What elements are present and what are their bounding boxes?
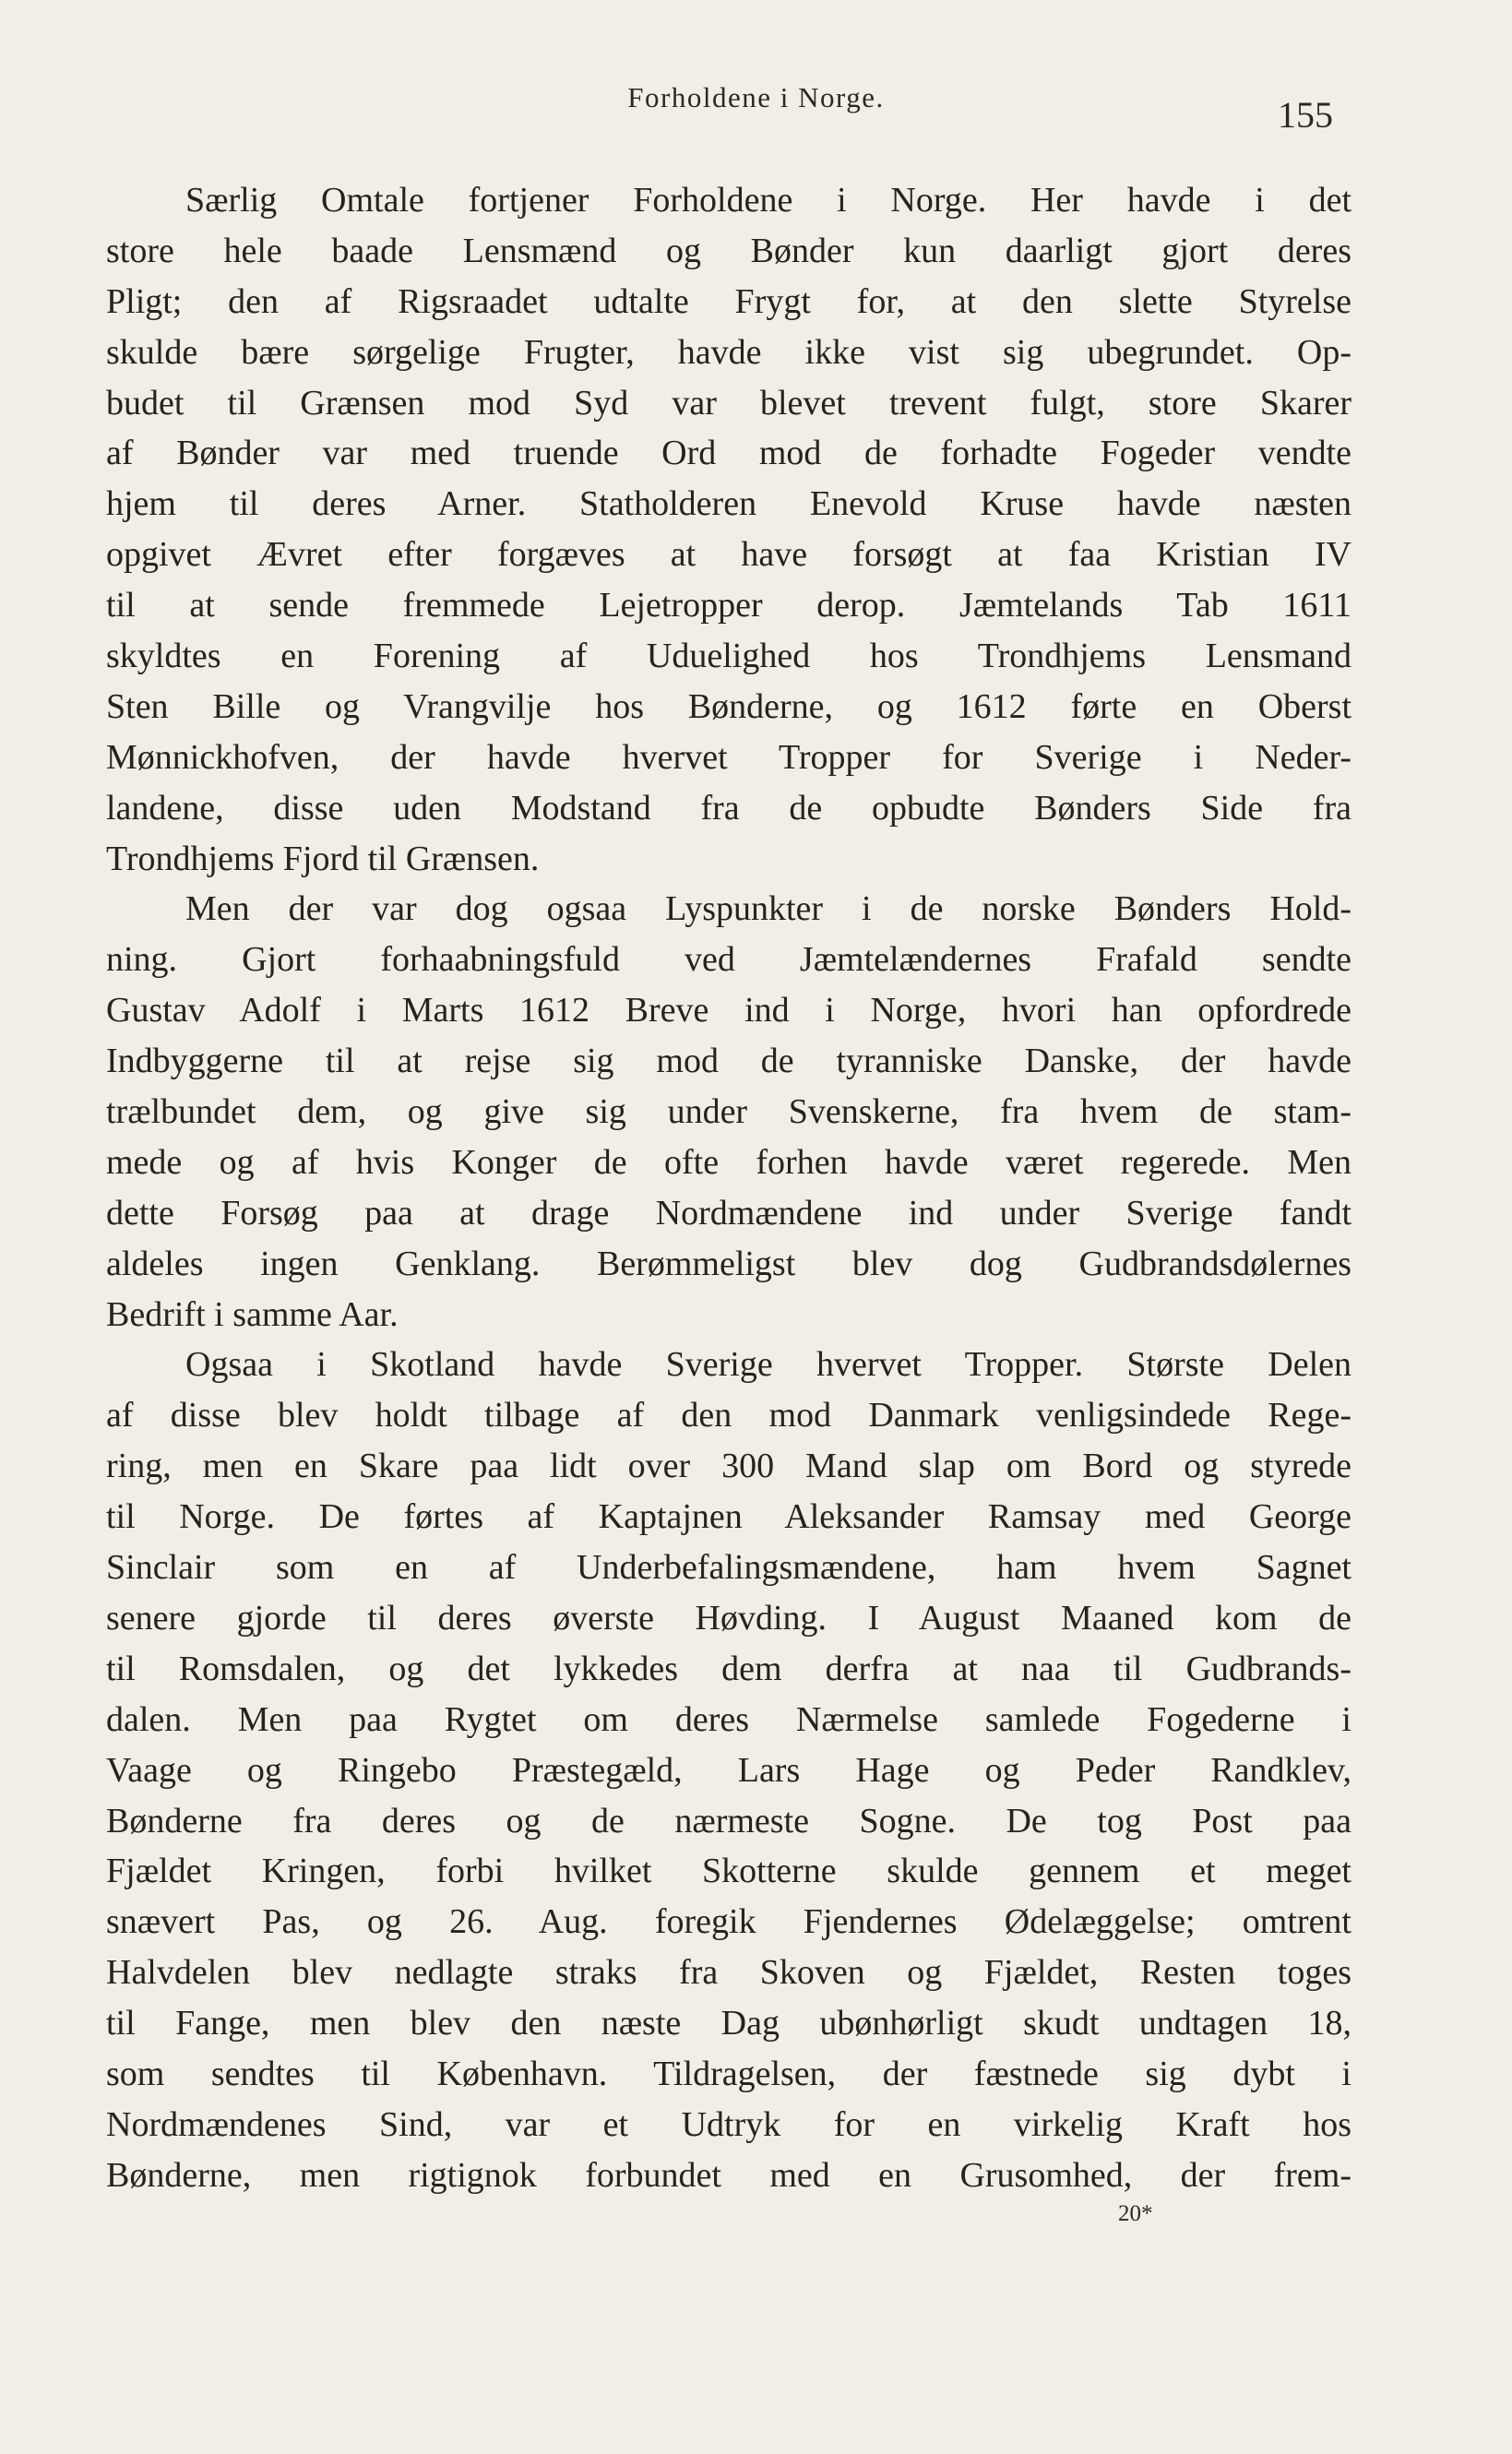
text-line: Halvdelen blev nedlagte straks fra Skoven og Fjældet, Resten toges <box>106 1953 1351 1993</box>
text-line: Gustav Adolf i Marts 1612 Breve ind i Norge, hvori han opfordrede <box>106 991 1351 1030</box>
text-line: Trondhjems Fjord til Grænsen. <box>106 839 540 878</box>
text-line: opgivet Ævret efter forgæves at have forsøgt at faa Kristian IV <box>106 535 1351 575</box>
text-line: hjem til deres Arner. Statholderen Enevold Kruse havde næsten <box>106 484 1351 524</box>
text-line: af disse blev holdt tilbage af den mod Danmark venligsindede Rege- <box>106 1396 1351 1435</box>
text-line: senere gjorde til deres øverste Høvding. I August Maaned kom de <box>106 1598 1351 1638</box>
text-line: til Fange, men blev den næste Dag ubønhørligt skudt undtagen 18, <box>106 2004 1351 2043</box>
text-line: budet til Grænsen mod Syd var blevet trevent fulgt, store Skarer <box>106 383 1351 423</box>
text-line: Indbyggerne til at rejse sig mod de tyranniske Danske, der havde <box>106 1042 1351 1081</box>
text-line: Fjældet Kringen, forbi hvilket Skotterne skulde gennem et meget <box>106 1852 1351 1891</box>
text-line: landene, disse uden Modstand fra de opbudte Bønders Side fra <box>106 788 1351 828</box>
text-line: Ogsaa i Skotland havde Sverige hvervet Tropper. Største Delen <box>185 1345 1351 1385</box>
text-line: mede og af hvis Konger de ofte forhen havde været regerede. Men <box>106 1142 1351 1182</box>
text-line: til Romsdalen, og det lykkedes dem derfra at naa til Gudbrands- <box>106 1649 1351 1688</box>
text-line: Sten Bille og Vrangvilje hos Bønderne, og 1612 førte en Oberst <box>106 686 1351 726</box>
body-text <box>106 175 1351 2201</box>
text-line: til Norge. De førtes af Kaptajnen Aleksander Ramsay med George <box>106 1497 1351 1537</box>
text-line: Nordmændenes Sind, var et Udtryk for en virkelig Kraft hos <box>106 2104 1351 2144</box>
text-line: skyldtes en Forening af Uduelighed hos Trondhjems Lensmand <box>106 637 1351 676</box>
text-line: Bedrift i samme Aar. <box>106 1294 399 1334</box>
signature-mark: 20* <box>1118 2201 1153 2226</box>
text-line: Mønnickhofven, der havde hvervet Tropper for Sverige i Neder- <box>106 737 1351 777</box>
text-line: Pligt; den af Rigsraadet udtalte Frygt for, at den slette Styrelse <box>106 281 1351 321</box>
text-line: Vaage og Ringebo Præstegæld, Lars Hage og Peder Randklev, <box>106 1750 1351 1790</box>
text-line: Bønderne fra deres og de nærmeste Sogne. De tog Post paa <box>106 1801 1351 1840</box>
paragraph-1 <box>106 175 1351 884</box>
text-line: ring, men en Skare paa lidt over 300 Mand slap om Bord og styrede <box>106 1447 1351 1486</box>
paragraph-2 <box>106 884 1351 1340</box>
text-line: trælbundet dem, og give sig under Svenskerne, fra hvem de stam- <box>106 1092 1351 1132</box>
page-number: 155 <box>1278 94 1333 136</box>
text-line: store hele baade Lensmænd og Bønder kun daarligt gjort deres <box>106 231 1351 270</box>
text-line: Bønderne, men rigtignok forbundet med en Grusomhed, der frem- <box>106 2155 1351 2195</box>
text-line: Men der var dog ogsaa Lyspunkter i de norske Bønders Hold- <box>185 889 1351 929</box>
paragraph-3 <box>106 1340 1351 2200</box>
text-line: skulde bære sørgelige Frugter, havde ikke vist sig ubegrundet. Op- <box>106 332 1351 372</box>
running-head: Forholdene i Norge. <box>627 81 885 113</box>
text-line: som sendtes til København. Tildragelsen, der fæstnede sig dybt i <box>106 2054 1351 2093</box>
text-line: af Bønder var med truende Ord mod de forhadte Fogeder vendte <box>106 434 1351 473</box>
text-line: Særlig Omtale fortjener Forholdene i Norge. Her havde i det <box>185 181 1351 220</box>
text-line: Sinclair som en af Underbefalingsmændene, ham hvem Sagnet <box>106 1548 1351 1588</box>
text-line: til at sende fremmede Lejetropper derop. Jæmtelands Tab 1611 <box>106 586 1351 625</box>
text-line: dalen. Men paa Rygtet om deres Nærmelse samlede Fogederne i <box>106 1699 1351 1739</box>
text-line: ning. Gjort forhaabningsfuld ved Jæmtelændernes Frafald sendte <box>106 940 1351 980</box>
text-line: aldeles ingen Genklang. Berømmeligst blev dog Gudbrandsdølernes <box>106 1244 1351 1283</box>
text-line: snævert Pas, og 26. Aug. foregik Fjendernes Ødelæggelse; omtrent <box>106 1902 1351 1942</box>
text-line: dette Forsøg paa at drage Nordmændene ind under Sverige fandt <box>106 1193 1351 1233</box>
